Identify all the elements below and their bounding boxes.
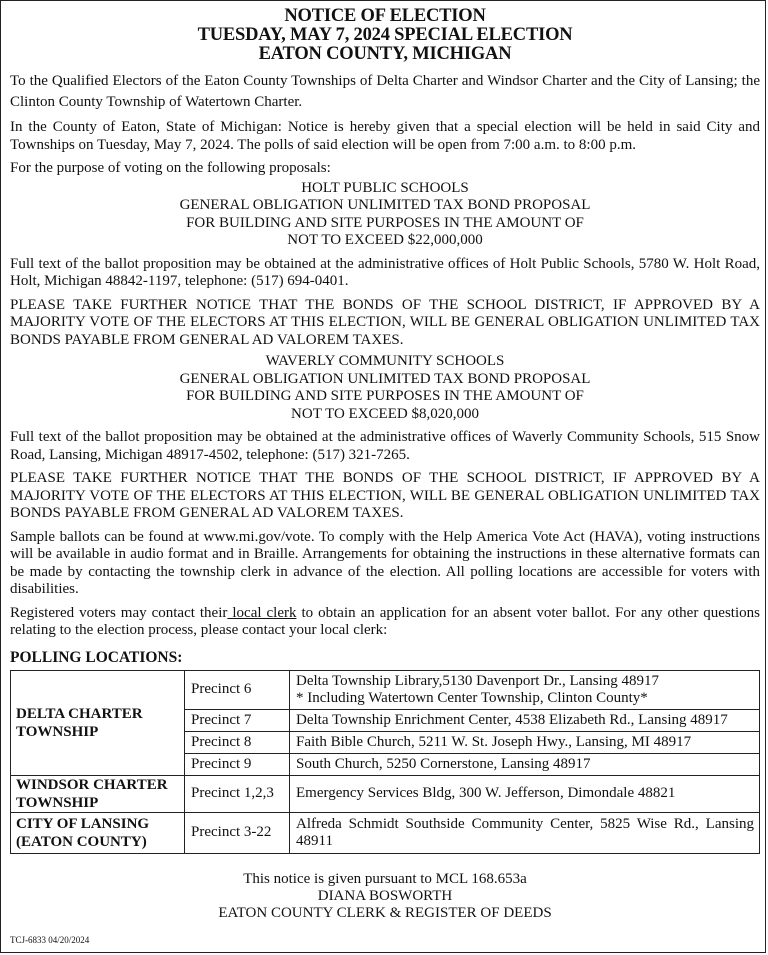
title-line-3: EATON COUNTY, MICHIGAN	[258, 44, 512, 64]
footer-line-1: This notice is given pursuant to MCL 168.653a	[243, 870, 527, 887]
notice-footer	[10, 871, 760, 922]
registered-text-after: to obtain an application for an absent voter ballot. For any other questions relating to the election process, please contact your local clerk:	[10, 604, 760, 638]
polling-locations-heading: POLLING LOCATIONS:	[10, 648, 183, 666]
registered-text-before: Registered voters may contact their	[10, 604, 228, 621]
purpose-paragraph: For the purpose of voting on the following proposals:	[10, 160, 331, 176]
proposal-1-further-notice: PLEASE TAKE FURTHER NOTICE THAT THE BONDS OF THE SCHOOL DISTRICT, IF APPROVED BY A MAJORITY VOTE OF THE ELECTORS AT THIS ELECTION, WILL BE GENERAL OBLIGATION UNLIMITED TAX BONDS PAYABLE FROM GENERAL AD VALOREM TAXES.	[10, 296, 760, 348]
table-row	[11, 775, 760, 812]
proposal-1-line-1: HOLT PUBLIC SCHOOLS	[301, 179, 469, 196]
notice-body	[10, 7, 760, 922]
location-cell: Delta Township Enrichment Center, 4538 Elizabeth Rd., Lansing 48917	[290, 709, 760, 731]
location-cell: South Church, 5250 Cornerstone, Lansing 48917	[290, 753, 760, 775]
jurisdiction-lansing	[11, 812, 185, 853]
footer-clerk-title: EATON COUNTY CLERK & REGISTER OF DEEDS	[218, 904, 552, 921]
title-line-1: NOTICE OF ELECTION	[284, 6, 486, 26]
precinct-cell: Precinct 7	[185, 709, 290, 731]
polling-locations-table	[10, 670, 760, 854]
jurisdiction-delta	[11, 670, 185, 775]
table-row	[11, 670, 760, 709]
publication-code: TCJ-6833 04/20/2024	[10, 935, 90, 945]
intro-paragraph: To the Qualified Electors of the Eaton County Townships of Delta Charter and Windsor Charter and the City of Lansing; the Clinton County Township of Watertown Charter.	[10, 73, 760, 110]
proposal-1-line-2: GENERAL OBLIGATION UNLIMITED TAX BOND PROPOSAL	[179, 197, 591, 213]
location-cell: Alfreda Schmidt Southside Community Center, 5825 Wise Rd., Lansing 48911	[290, 812, 760, 853]
proposal-2-line-4: NOT TO EXCEED $8,020,000	[291, 405, 479, 422]
notice-title	[10, 7, 760, 64]
proposal-2-title	[10, 353, 760, 423]
location-cell: Faith Bible Church, 5211 W. St. Joseph Hwy., Lansing, MI 48917	[290, 731, 760, 753]
jurisdiction-windsor-line-1: WINDSOR CHARTER	[16, 776, 168, 793]
proposal-1-full-text: Full text of the ballot proposition may be obtained at the administrative offices of Holt Public Schools, 5780 W. Holt Road, Holt, Michigan 48842-1197, telephone: (517) 694-0401.	[10, 255, 760, 289]
proposal-2-line-2: GENERAL OBLIGATION UNLIMITED TAX BOND PROPOSAL	[179, 370, 591, 387]
proposal-1-title	[10, 180, 760, 250]
jurisdiction-delta-line-2: TOWNSHIP	[16, 723, 99, 740]
proposal-1-line-4: NOT TO EXCEED $22,000,000	[287, 232, 483, 248]
table-row	[11, 812, 760, 853]
jurisdiction-windsor	[11, 775, 185, 812]
proposal-2-full-text: Full text of the ballot proposition may be obtained at the administrative offices of Waverly Community Schools, 515 Snow Road, Lansing, Michigan 48917-4502, telephone: (517) 321-7265.	[10, 429, 760, 463]
proposal-2-line-3: FOR BUILDING AND SITE PURPOSES IN THE AMOUNT OF	[186, 388, 584, 404]
precinct-cell: Precinct 9	[185, 753, 290, 775]
precinct-cell: Precinct 3-22	[185, 812, 290, 853]
precinct-cell: Precinct 1,2,3	[185, 775, 290, 812]
local-clerk-link[interactable]: local clerk	[227, 604, 297, 621]
footer-clerk-name: DIANA BOSWORTH	[317, 887, 453, 904]
title-line-2: TUESDAY, MAY 7, 2024 SPECIAL ELECTION	[197, 25, 573, 45]
precinct-cell: Precinct 6	[185, 670, 290, 709]
jurisdiction-lansing-line-1: CITY OF LANSING	[16, 815, 150, 832]
location-line-1: Delta Township Library,5130 Davenport Dr., Lansing 48917	[296, 672, 660, 689]
location-cell	[290, 670, 760, 709]
sample-ballots-paragraph: Sample ballots can be found at www.mi.gov/vote. To comply with the Help America Vote Act (HAVA), voting instructions will be available in audio format and in Braille. Arrangements for obtaining the instructions in these alternative formats can be made by contacting the township clerk in advance of the election. All polling locations are accessible for voters with disabilities.	[10, 528, 760, 597]
jurisdiction-windsor-line-2: TOWNSHIP	[16, 794, 99, 811]
location-line-2: * Including Watertown Center Township, Clinton County*	[296, 689, 648, 706]
proposal-2-line-1: WAVERLY COMMUNITY SCHOOLS	[265, 353, 505, 369]
location-cell: Emergency Services Bldg, 300 W. Jefferson, Dimondale 48821	[290, 775, 760, 812]
jurisdiction-lansing-line-2: (EATON COUNTY)	[16, 833, 147, 850]
notice-paragraph: In the County of Eaton, State of Michigan: Notice is hereby given that a special election will be held in said City and Townships on Tuesday, May 7, 2024. The polls of said election will be open from 7:00 a.m. to 8:00 p.m.	[10, 119, 760, 153]
precinct-cell: Precinct 8	[185, 731, 290, 753]
proposal-1-line-3: FOR BUILDING AND SITE PURPOSES IN THE AMOUNT OF	[186, 214, 584, 231]
registered-voters-paragraph	[10, 605, 760, 640]
jurisdiction-delta-line-1: DELTA CHARTER	[16, 705, 143, 722]
proposal-2-further-notice: PLEASE TAKE FURTHER NOTICE THAT THE BONDS OF THE SCHOOL DISTRICT, IF APPROVED BY A MAJORITY VOTE OF THE ELECTORS AT THIS ELECTION, WILL BE GENERAL OBLIGATION UNLIMITED TAX BONDS PAYABLE FROM GENERAL AD VALOREM TAXES.	[10, 470, 760, 521]
